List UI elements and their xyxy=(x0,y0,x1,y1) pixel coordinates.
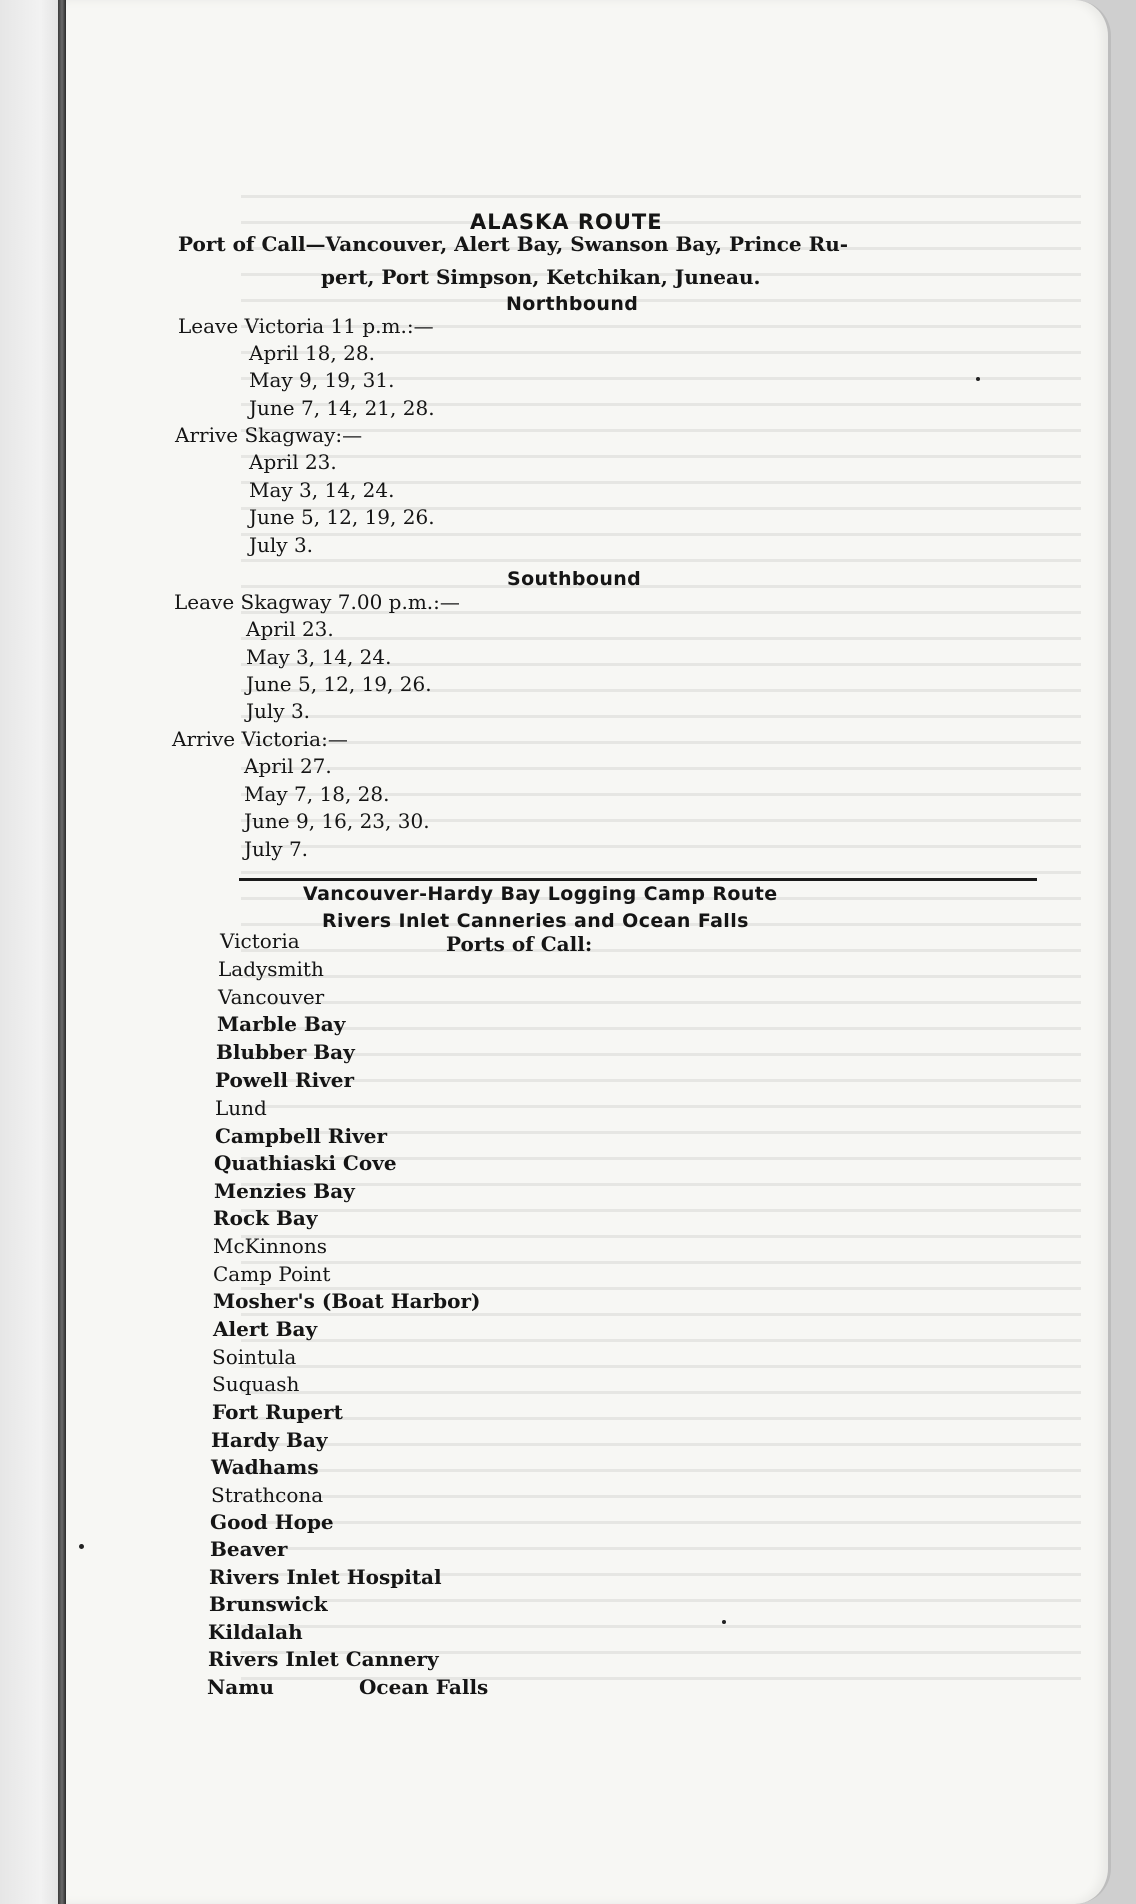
port-item: McKinnons xyxy=(213,1234,327,1258)
southbound-leave-date-4: July 3. xyxy=(246,699,311,723)
port-item: Rock Bay xyxy=(213,1206,318,1230)
port-item: Fort Rupert xyxy=(212,1400,343,1424)
northbound-arrive-date-1: April 23. xyxy=(249,450,337,474)
southbound-arrive-date-3: June 9, 16, 23, 30. xyxy=(244,809,430,833)
port-item: Rivers Inlet Hospital xyxy=(209,1565,442,1589)
hardy-bay-title-line2: Rivers Inlet Canneries and Ocean Falls xyxy=(322,910,749,932)
northbound-arrive-date-2: May 3, 14, 24. xyxy=(249,478,395,502)
northbound-arrive-date-3: June 5, 12, 19, 26. xyxy=(249,505,435,529)
port-item: Hardy Bay xyxy=(211,1428,328,1452)
northbound-leave-date-1: April 18, 28. xyxy=(249,341,375,365)
port-item: Camp Point xyxy=(213,1262,331,1286)
port-item: Menzies Bay xyxy=(214,1179,355,1203)
northbound-arrive: Arrive Skagway:— xyxy=(175,423,363,447)
book-spine xyxy=(58,0,66,1904)
ink-speck xyxy=(722,1620,726,1624)
southbound-arrive-date-2: May 7, 18, 28. xyxy=(244,782,390,806)
port-item: Victoria xyxy=(220,929,300,953)
port-item: Lund xyxy=(215,1096,267,1120)
southbound-leave: Leave Skagway 7.00 p.m.:— xyxy=(174,590,460,614)
port-item: Vancouver xyxy=(218,985,325,1009)
port-item: Powell River xyxy=(215,1068,355,1092)
port-item: Ladysmith xyxy=(218,957,324,981)
northbound-leave-date-3: June 7, 14, 21, 28. xyxy=(249,396,435,420)
port-item: Marble Bay xyxy=(217,1012,346,1036)
alaska-ports-line2: pert, Port Simpson, Ketchikan, Juneau. xyxy=(321,265,761,289)
southbound-leave-date-3: June 5, 12, 19, 26. xyxy=(246,672,432,696)
ports-of-call-label: Ports of Call: xyxy=(446,932,593,956)
port-item: Quathiaski Cove xyxy=(214,1151,397,1175)
port-item: Campbell River xyxy=(215,1124,387,1148)
port-item: Beaver xyxy=(210,1537,288,1561)
hardy-bay-title-line1: Vancouver-Hardy Bay Logging Camp Route xyxy=(303,883,778,905)
ink-speck xyxy=(79,1544,84,1549)
port-item: Good Hope xyxy=(210,1510,334,1534)
southbound-arrive: Arrive Victoria:— xyxy=(172,727,348,751)
northbound-heading: Northbound xyxy=(506,293,639,315)
southbound-leave-date-1: April 23. xyxy=(246,617,334,641)
northbound-arrive-date-4: July 3. xyxy=(249,533,314,557)
port-item: Wadhams xyxy=(211,1455,319,1479)
northbound-leave-date-2: May 9, 19, 31. xyxy=(249,368,395,392)
port-item: Rivers Inlet Cannery xyxy=(208,1647,439,1671)
alaska-ports-line1: Port of Call—Vancouver, Alert Bay, Swanson Bay, Prince Ru- xyxy=(178,232,849,256)
port-item: Blubber Bay xyxy=(216,1040,355,1064)
port-item: Strathcona xyxy=(211,1483,324,1507)
port-item-ocean-falls: Ocean Falls xyxy=(359,1675,489,1699)
port-item: Suquash xyxy=(212,1372,300,1396)
port-item: Brunswick xyxy=(209,1592,328,1616)
port-item: Namu xyxy=(207,1675,274,1699)
port-item: Alert Bay xyxy=(213,1317,318,1341)
section-divider xyxy=(239,878,1037,881)
port-item: Sointula xyxy=(212,1345,297,1369)
northbound-leave: Leave Victoria 11 p.m.:— xyxy=(178,314,434,338)
southbound-arrive-date-1: April 27. xyxy=(244,754,332,778)
document-page xyxy=(66,0,1111,1904)
port-item: Kildalah xyxy=(208,1620,303,1644)
alaska-route-title: ALASKA ROUTE xyxy=(470,210,663,234)
port-item: Mosher's (Boat Harbor) xyxy=(213,1289,481,1313)
southbound-leave-date-2: May 3, 14, 24. xyxy=(246,645,392,669)
southbound-heading: Southbound xyxy=(507,568,642,590)
southbound-arrive-date-4: July 7. xyxy=(244,837,309,861)
ink-speck xyxy=(976,377,980,381)
